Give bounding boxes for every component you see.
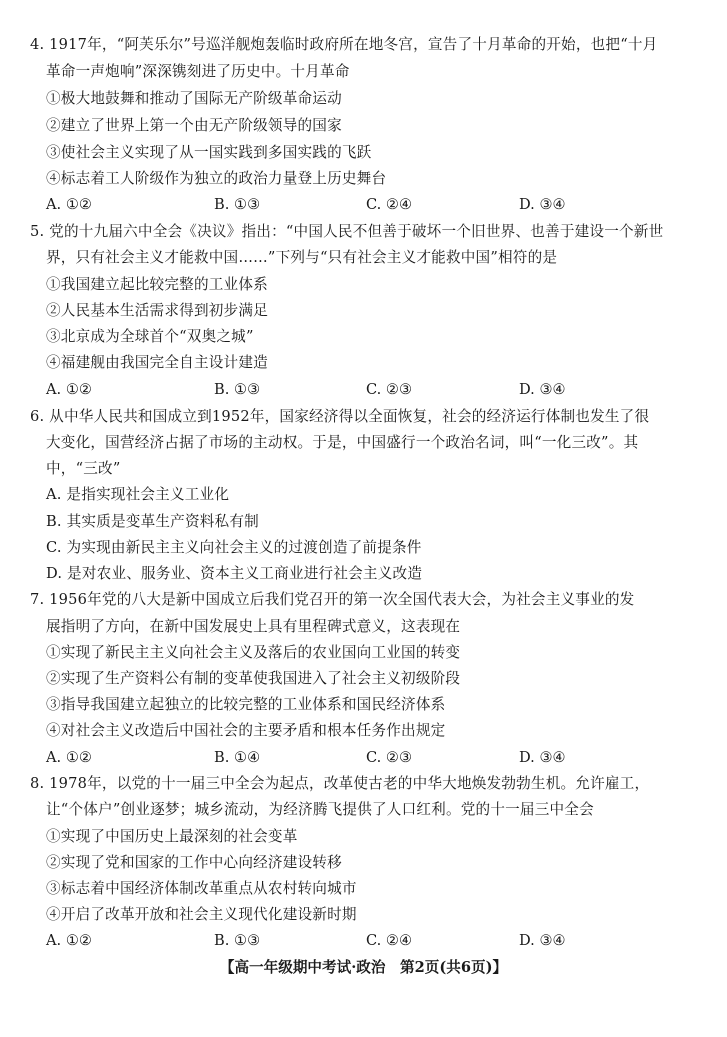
question-5-stem-line-1: 5. 党的十九届六中全会《决议》指出：“中国人民不但善于破坏一个旧世界、也善于建设一个新世 — [30, 223, 664, 240]
question-5-stem-line-2: 界，只有社会主义才能救中国……”下列与“只有社会主义才能救中国”相符的是 — [46, 249, 558, 266]
question-7-option-a[interactable]: A. ①② — [46, 749, 92, 766]
question-4-option-c[interactable]: C. ②④ — [366, 196, 413, 213]
question-8-option-a[interactable]: A. ①② — [46, 932, 92, 949]
question-5-item-3: ③北京成为全球首个“双奥之城” — [46, 328, 254, 345]
question-7-stem-line-2: 展指明了方向，在新中国发展史上具有里程碑式意义，这表现在 — [46, 618, 461, 635]
question-5-option-a[interactable]: A. ①② — [46, 381, 92, 398]
question-5-item-4: ④福建舰由我国完全自主设计建造 — [46, 354, 268, 371]
question-8-item-1: ①实现了中国历史上最深刻的社会变革 — [46, 828, 298, 845]
question-4-item-1: ①极大地鼓舞和推动了国际无产阶级革命运动 — [46, 90, 342, 107]
question-6-stem-line-3: 中，“三改” — [46, 460, 121, 477]
question-5-option-b[interactable]: B. ①③ — [214, 381, 261, 398]
question-4-item-3: ③使社会主义实现了从一国实践到多国实践的飞跃 — [46, 144, 372, 161]
question-8-item-4: ④开启了改革开放和社会主义现代化建设新时期 — [46, 906, 357, 923]
question-4-stem-line-1: 4. 1917年，“阿芙乐尔”号巡洋舰炮轰临时政府所在地冬宫，宣告了十月革命的开始，也把“十月 — [30, 36, 658, 53]
question-6-option-b[interactable]: B. 其实质是变革生产资料私有制 — [46, 513, 259, 530]
question-7-item-3: ③指导我国建立起独立的比较完整的工业体系和国民经济体系 — [46, 696, 446, 713]
question-8-option-d[interactable]: D. ③④ — [519, 932, 566, 949]
question-4-item-4: ④标志着工人阶级作为独立的政治力量登上历史舞台 — [46, 170, 387, 187]
question-8-stem-line-2: 让“个体户”创业逐梦；城乡流动，为经济腾飞提供了人口红利。党的十一届三中全会 — [46, 801, 594, 818]
question-7-option-c[interactable]: C. ②③ — [366, 749, 413, 766]
question-6-option-c[interactable]: C. 为实现由新民主主义向社会主义的过渡创造了前提条件 — [46, 539, 422, 556]
question-4-option-b[interactable]: B. ①③ — [214, 196, 261, 213]
question-7-item-2: ②实现了生产资料公有制的变革使我国进入了社会主义初级阶段 — [46, 670, 461, 687]
question-4-stem-line-2: 革命一声炮响”深深镌刻进了历史中。十月革命 — [46, 63, 350, 80]
question-4-item-2: ②建立了世界上第一个由无产阶级领导的国家 — [46, 117, 342, 134]
question-7-item-1: ①实现了新民主主义向社会主义及落后的农业国向工业国的转变 — [46, 644, 461, 661]
question-8-item-3: ③标志着中国经济体制改革重点从农村转向城市 — [46, 880, 357, 897]
question-5-option-c[interactable]: C. ②③ — [366, 381, 413, 398]
question-5-item-2: ②人民基本生活需求得到初步满足 — [46, 302, 268, 319]
question-4-option-a[interactable]: A. ①② — [46, 196, 92, 213]
question-8-stem-line-1: 8. 1978年，以党的十一届三中全会为起点，改革使古老的中华大地焕发勃勃生机。允许雇工， — [30, 775, 650, 792]
question-6-option-d[interactable]: D. 是对农业、服务业、资本主义工商业进行社会主义改造 — [46, 565, 423, 582]
question-5-item-1: ①我国建立起比较完整的工业体系 — [46, 276, 268, 293]
question-7-item-4: ④对社会主义改造后中国社会的主要矛盾和根本任务作出规定 — [46, 722, 446, 739]
question-8-item-2: ②实现了党和国家的工作中心向经济建设转移 — [46, 854, 342, 871]
question-4-option-d[interactable]: D. ③④ — [519, 196, 566, 213]
question-6-stem-line-2: 大变化，国营经济占据了市场的主动权。于是，中国盛行一个政治名词，叫“一化三改”。其 — [46, 434, 639, 451]
question-8-option-b[interactable]: B. ①③ — [214, 932, 261, 949]
question-7-option-b[interactable]: B. ①④ — [214, 749, 261, 766]
question-8-option-c[interactable]: C. ②④ — [366, 932, 413, 949]
question-7-option-d[interactable]: D. ③④ — [519, 749, 566, 766]
question-7-stem-line-1: 7. 1956年党的八大是新中国成立后我们党召开的第一次全国代表大会，为社会主义事业的发 — [30, 591, 635, 608]
question-6-option-a[interactable]: A. 是指实现社会主义工业化 — [46, 486, 230, 503]
question-6-stem-line-1: 6. 从中华人民共和国成立到1952年，国家经济得以全面恢复，社会的经济运行体制也发生了很 — [30, 408, 650, 425]
page-footer: 【高一年级期中考试·政治 第2页(共6页)】 — [219, 959, 508, 976]
question-5-option-d[interactable]: D. ③④ — [519, 381, 566, 398]
